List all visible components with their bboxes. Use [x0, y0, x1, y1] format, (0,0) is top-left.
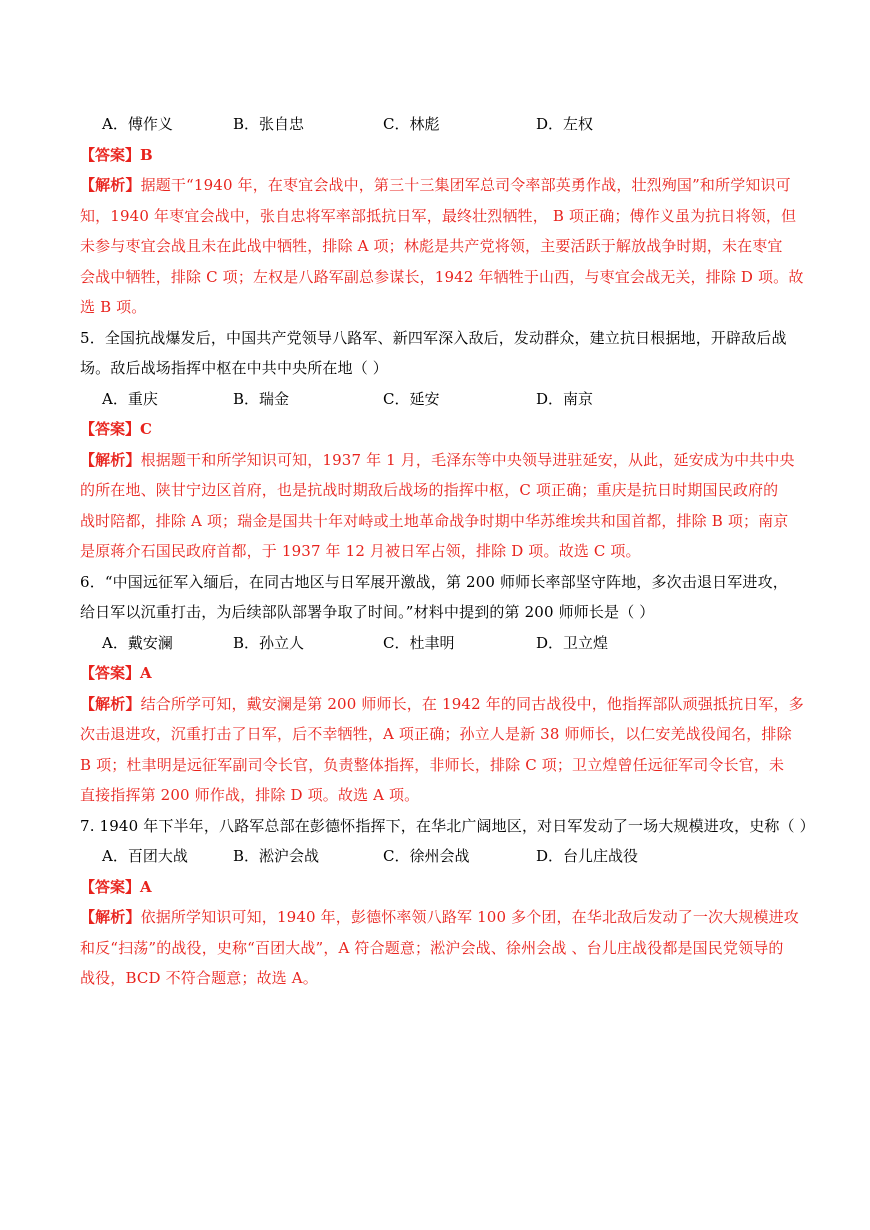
analysis-text: 是原蒋介石国民政府首都，于 1937 年 12 月被日军占领，排除 D 项。故选 C 项。: [80, 542, 641, 560]
analysis-text: 未参与枣宜会战且未在此战中牺牲，排除 A 项；林彪是共产党将领，主要活跃于解放战争时期，未在枣宜: [80, 237, 783, 255]
option-c: C．延安: [383, 389, 440, 408]
option-b: B．张自忠: [233, 115, 305, 133]
analysis-text: 次击退进攻，沉重打击了日军，后不幸牺牲，A 项正确；孙立人是新 38 师师长，以仁安羌战役闻名，排除: [80, 725, 792, 743]
analysis-text: 结合所学可知，戴安澜是第 200 师师长，在 1942 年的同古战役中，他指挥部队顽强抵抗日军，多: [140, 694, 804, 713]
answer-value: A: [140, 664, 152, 682]
analysis-text: 根据题干和所学知识可知，1937 年 1 月，毛泽东等中央领导进驻延安，从此，延安成为中共中央: [140, 450, 795, 469]
analysis-line: [80, 750, 795, 781]
option-d: D．卫立煌: [536, 633, 609, 652]
answer-line: [80, 658, 795, 689]
option-b: B．孙立人: [233, 633, 305, 652]
analysis-line: [80, 262, 804, 293]
analysis-line: [80, 201, 795, 232]
analysis-text: 选 B 项。: [80, 298, 147, 316]
analysis-text: 会战中牺牲，排除 C 项；左权是八路军副总参谋长，1942 年牺牲于山西，与枣宜会战无关，排除 D 项。故: [80, 267, 804, 286]
answer-value: B: [140, 145, 153, 164]
analysis-line: [80, 689, 804, 720]
analysis: [80, 689, 804, 811]
analysis-line: [80, 506, 795, 537]
question-text: 6．“中国远征军入缅后，在同古地区与日军展开激战，第 200 师师长率部坚守阵地，多次击退日军进攻，: [80, 572, 788, 591]
analysis-text: 知，1940 年枣宜会战中，张自忠将军率部抵抗日军，最终壮烈牺牲， B 项正确；傅作义虽为抗日将领，但: [80, 206, 797, 225]
answer-tag: 【答案】: [80, 877, 141, 896]
analysis-line: [80, 292, 795, 323]
analysis-text: 据题干“1940 年，在枣宜会战中，第三十三集团军总司令率部英勇作战，壮烈殉国”和所学知识可: [140, 176, 791, 194]
analysis-line: [80, 170, 795, 201]
option-d: D．台儿庄战役: [536, 847, 639, 865]
option-c: C．杜聿明: [383, 633, 455, 652]
analysis-line: [80, 445, 795, 476]
analysis: [80, 445, 795, 567]
question-text: 5．全国抗战爆发后，中国共产党领导八路军、新四军深入敌后，发动群众，建立抗日根据地，开辟敌后战: [80, 328, 787, 347]
analysis-text: 战役，BCD 不符合题意；故选 A。: [80, 969, 318, 987]
question-text: 7. 1940 年下半年，八路军总部在彭德怀指挥下，在华北广阔地区，对日军发动了一场大规模进攻，史称（ ）: [80, 816, 815, 835]
analysis-line: [80, 719, 795, 750]
option-a: A．戴安澜: [102, 633, 173, 652]
analysis: [80, 170, 804, 323]
analysis-line: [80, 780, 795, 811]
analysis-line: [80, 475, 795, 506]
answer-line: [80, 140, 795, 171]
analysis-text: 的所在地、陕甘宁边区首府，也是抗战时期敌后战场的指挥中枢，C 项正确；重庆是抗日时期国民政府的: [80, 481, 779, 499]
answer-line: [80, 872, 795, 903]
option-d: D．左权: [536, 115, 594, 133]
analysis-tag: 【解析】: [80, 450, 141, 469]
answer-tag: 【答案】: [80, 145, 141, 164]
option-a: A．傅作义: [102, 115, 173, 133]
options-row: [80, 384, 795, 415]
question-text: 给日军以沉重打击，为后续部队部署争取了时间。”材料中提到的第 200 师师长是（ ）: [80, 603, 655, 621]
question-block: [80, 811, 815, 994]
option-b: B．淞沪会战: [233, 847, 320, 865]
answer-line: [80, 414, 795, 445]
analysis-line: [80, 536, 795, 567]
question-block: [80, 323, 795, 567]
analysis-text: B 项；杜聿明是远征军副司令长官，负责整体指挥，非师长，排除 C 项；卫立煌曾任远征军司令长官，未: [80, 755, 785, 774]
option-c: C．林彪: [383, 115, 440, 133]
analysis-line: [80, 933, 795, 964]
analysis-tag: 【解析】: [80, 908, 141, 926]
analysis-text: 和反“扫荡”的战役，史称“百团大战”，A 符合题意；淞沪会战、徐州会战 、台儿庄战役都是国民党领导的: [80, 938, 784, 957]
answer-tag: 【答案】: [80, 420, 141, 438]
analysis-line: [80, 902, 799, 933]
answer-value: C: [140, 420, 152, 438]
answer-tag: 【答案】: [80, 664, 141, 682]
option-c: C．徐州会战: [383, 847, 470, 865]
question-text: 场。敌后战场指挥中枢在中共中央所在地（ ）: [80, 359, 388, 377]
option-b: B．瑞金: [233, 389, 290, 408]
answer-value: A: [140, 877, 152, 896]
analysis-line: [80, 963, 795, 994]
analysis-text: 战时陪都，排除 A 项；瑞金是国共十年对峙或土地革命战争时期中华苏维埃共和国首都，排除 B 项；南京: [80, 511, 789, 530]
question-block: [80, 567, 804, 811]
option-d: D．南京: [536, 389, 594, 408]
analysis-line: [80, 231, 795, 262]
analysis-tag: 【解析】: [80, 694, 141, 713]
options-row: [80, 841, 795, 872]
analysis-text: 直接指挥第 200 师作战，排除 D 项。故选 A 项。: [80, 786, 420, 804]
document-page: [80, 109, 815, 994]
option-a: A．百团大战: [102, 847, 188, 865]
analysis-text: 依据所学知识可知，1940 年，彭德怀率领八路军 100 多个团，在华北敌后发动了一次大规模进攻: [140, 908, 799, 926]
options-row: [80, 109, 795, 140]
option-a: A．重庆: [102, 389, 158, 408]
analysis: [80, 902, 799, 994]
options-row: [80, 628, 795, 659]
question-block: [80, 109, 804, 323]
analysis-tag: 【解析】: [80, 176, 141, 194]
